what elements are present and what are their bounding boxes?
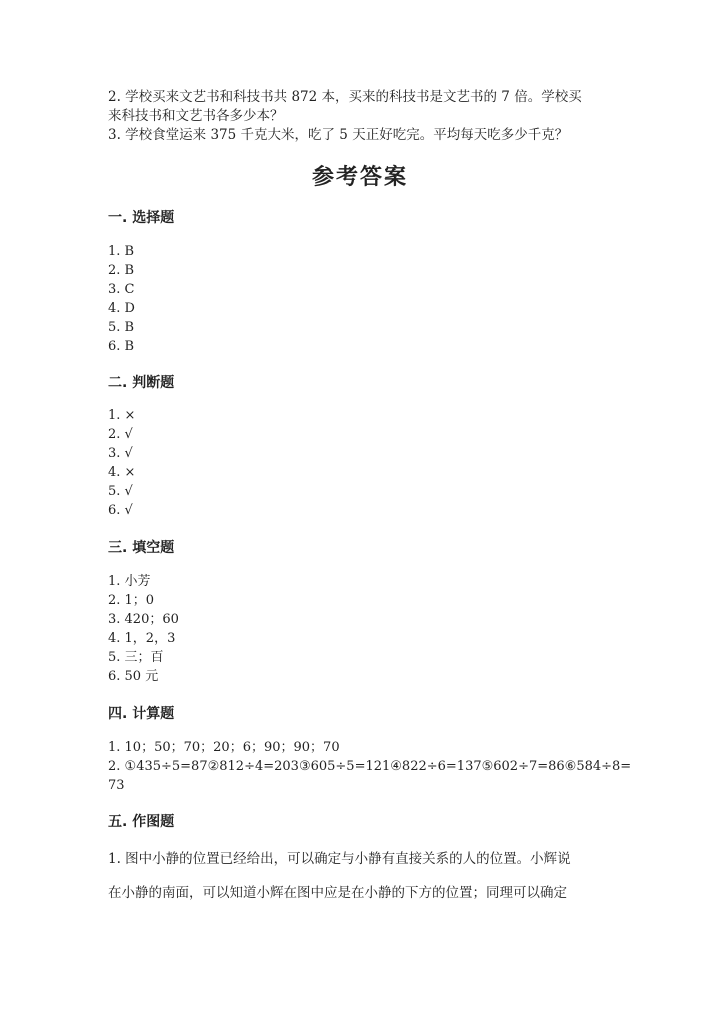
calculation-answers-list [108,738,631,795]
section-heading-judgement: 二. 判断题 [108,375,175,391]
list-item: 1. 小芳 [108,574,151,589]
list-item: 2. √ [108,427,133,442]
drawing-answer-line-1: 1. 图中小静的位置已经给出，可以确定与小静有直接关系的人的位置。小辉说 [108,851,571,867]
list-item: 3. C [108,282,135,297]
list-item: 2. B [108,263,135,278]
section-heading-calculation: 四. 计算题 [108,706,175,722]
problem-2-line-2: 来科技书和文艺书各多少本？ [108,108,284,124]
judgement-answers-list [108,406,135,520]
list-item: 5. 三；百 [108,650,164,665]
answers-title: 参考答案 [311,164,408,190]
list-item: 6. B [108,339,135,354]
section-heading-drawing: 五. 作图题 [108,814,175,830]
list-item: 73 [108,778,125,793]
list-item: 1. × [108,408,136,423]
list-item: 1. B [108,244,135,259]
list-item: 6. √ [108,503,133,518]
list-item: 4. 1，2，3 [108,631,176,646]
list-item: 6. 50 元 [108,669,159,684]
list-item: 2. 1；0 [108,593,155,608]
list-item: 2. ①435÷5=87②812÷4=203③605÷5=121④822÷6=137⑤602÷7=86⑥584÷8= [108,759,632,774]
list-item: 4. D [108,301,135,316]
list-item: 3. √ [108,446,133,461]
drawing-answer-line-2: 在小静的南面，可以知道小辉在图中应是在小静的下方的位置；同理可以确定 [108,885,567,901]
choice-answers-list [108,242,135,356]
problem-2-line-1: 2. 学校买来文艺书和科技书共 872 本，买来的科技书是文艺书的 7 倍。学校买 [108,89,582,105]
list-item: 3. 420；60 [108,612,179,627]
list-item: 5. √ [108,484,133,499]
section-heading-choice: 一. 选择题 [108,210,175,226]
list-item: 4. × [108,465,136,480]
list-item: 1. 10；50；70；20；6；90；90；70 [108,740,340,755]
section-heading-fill-in: 三. 填空题 [108,540,175,556]
problem-3: 3. 学校食堂运来 375 千克大米，吃了 5 天正好吃完。平均每天吃多少千克？ [108,127,569,143]
fill-in-answers-list [108,572,179,686]
list-item: 5. B [108,320,135,335]
